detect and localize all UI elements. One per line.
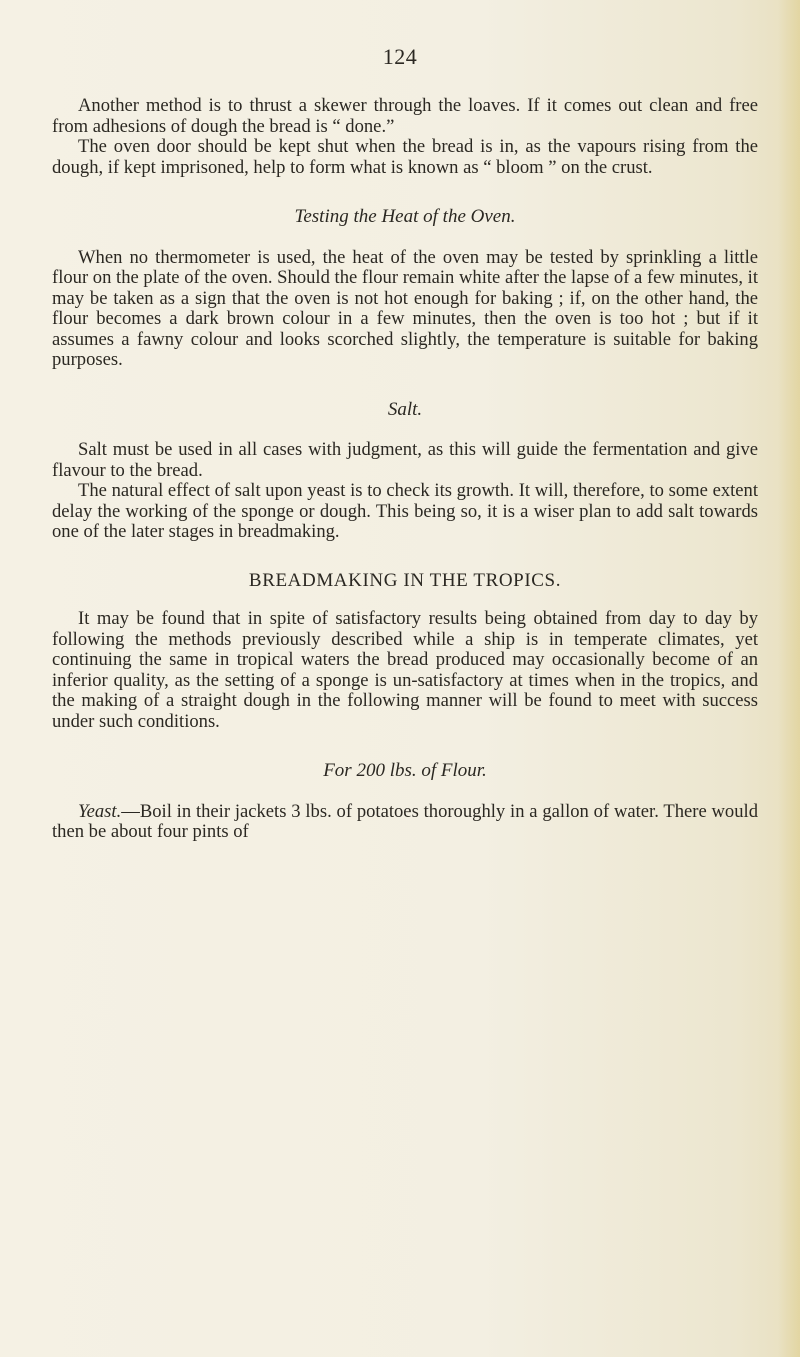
section-heading-tropics: BREADMAKING IN THE TROPICS. <box>248 569 562 591</box>
subheading-salt: Salt. <box>387 398 423 420</box>
paragraph-testing-heat: When no thermometer is used, the heat of the oven may be tested by sprinkling a little flour on the plate of the oven. Should the flour remain white after the lapse of a few minutes, it may be taken as a sign that the oven is not hot enough for baking ; if, on the other hand, the flour becomes a dark brown colour in a few minutes, then the oven is too hot ; but if it assumes a fawny colour and looks scorched slightly, the temperature is suitable for baking purposes. <box>52 246 758 370</box>
page-body <box>52 96 758 843</box>
subheading-200-lbs-flour: For 200 lbs. of Flour. <box>323 760 487 781</box>
paragraph-yeast <box>52 802 758 843</box>
yeast-lead-label: Yeast. <box>78 800 122 822</box>
paragraph-tropics: It may be found that in spite of satisfactory results being obtained from day to day by following the methods previously described while a ship is in temperate climates, yet continuing the same in tropical waters the bread produced may occasionally become of an inferior quality, as the setting of a sponge is un-satisfactory at times when in the tropics, and the making of a straight dough in the following manner will be found to meet with success under such conditions. <box>52 608 758 732</box>
paragraph-oven-door: The oven door should be kept shut when the bread is in, as the vapours rising from the dough, if kept imprisoned, help to form what is known as “ bloom ” on the crust. <box>52 136 758 178</box>
paragraph-salt-judgment: Salt must be used in all cases with judgment, as this will guide the fermentation and give flavour to the bread. <box>52 439 758 481</box>
yeast-text: —Boil in their jackets 3 lbs. of potatoes thoroughly in a gallon of water. There would then be about four pints of <box>52 800 758 842</box>
paragraph-salt-effect: The natural effect of salt upon yeast is to check its growth. It will, therefore, to some extent delay the working of the sponge or dough. This being so, it is a wiser plan to add salt towards one of the later stages in breadmaking. <box>52 480 758 542</box>
subheading-testing-heat: Testing the Heat of the Oven. <box>294 206 516 227</box>
page-number: 124 <box>382 44 418 69</box>
page-edge-shading <box>778 0 800 1357</box>
paragraph-skewer-test: Another method is to thrust a skewer through the loaves. If it comes out clean and free from adhesions of dough the bread is “ done.” <box>52 95 758 137</box>
